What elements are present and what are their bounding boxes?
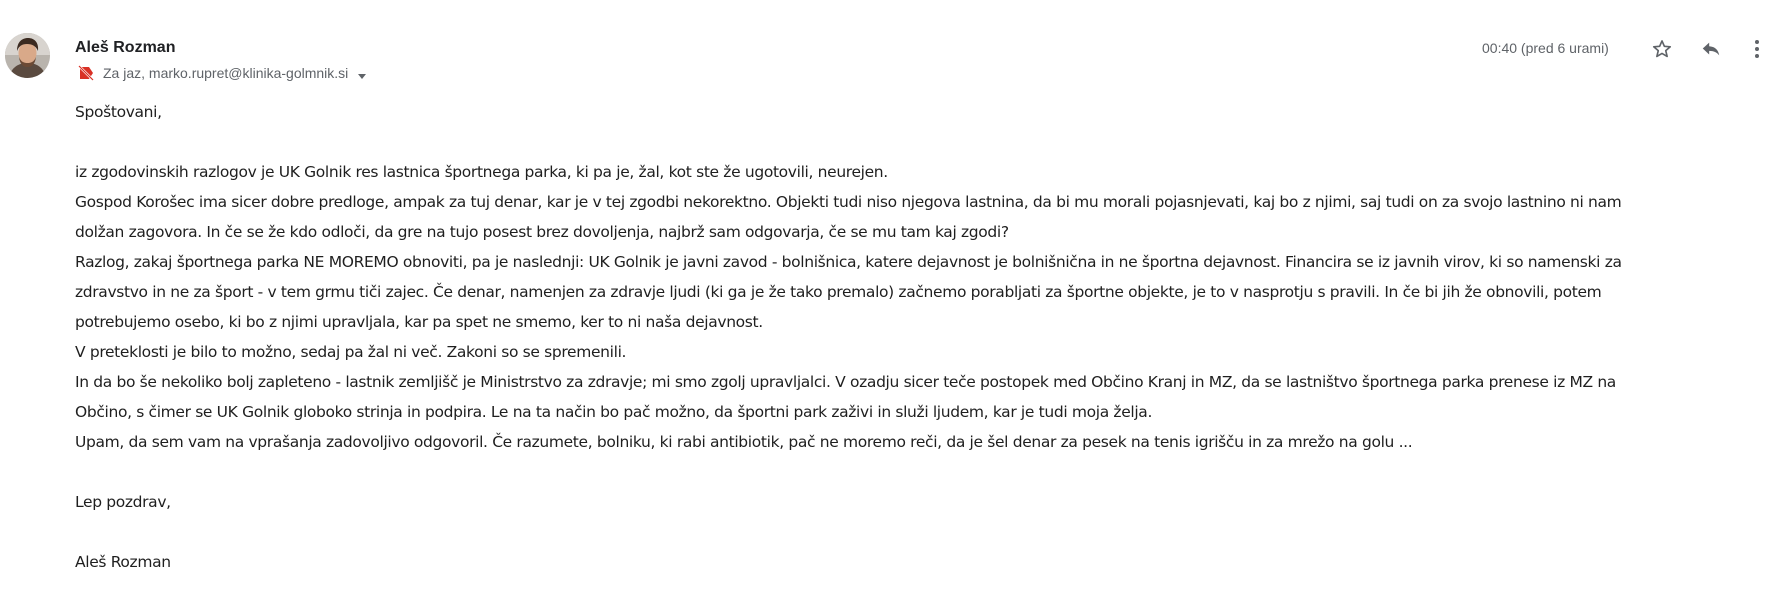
message-blank-line [75,127,1757,157]
message-timestamp: 00:40 (pred 6 urami) [1482,40,1609,56]
message-line: Aleš Rozman [75,553,171,571]
message-line: Občino, s čimer se UK Golnik globoko strinja in podpira. Le na ta način bo pač možno, da športni park zaživi in služi ljudem, kar je tudi moja želja. [75,403,1153,421]
star-button[interactable] [1648,35,1676,63]
sender-name[interactable]: Aleš Rozman [75,39,176,56]
message-line: Lep pozdrav, [75,493,171,511]
message-line: dolžan zagovora. In če se že kdo odloči, da gre na tujo posest brez dovoljenja, najbrž sam odgovarja, če se mu tam kaj zgodi? [75,223,1009,241]
reply-icon [1699,38,1723,60]
message-body [75,97,1757,577]
star-icon [1651,38,1673,60]
more-options-button[interactable] [1747,35,1766,63]
message-line: Razlog, zakaj športnega parka NE MOREMO obnoviti, pa je naslednji: UK Golnik je javni zavod - bolnišnica, katere dejavnost je bolnišnična in ne športna dejavnost. Financira se iz javnih virov, ki so namenski za [75,253,1622,271]
more-vert-icon [1754,38,1760,60]
message-line: Spoštovani, [75,103,162,121]
message-line: potrebujemo osebo, ki bo z njimi upravljala, kar pa spet ne smemo, ker to ni naša dejavnost. [75,313,763,331]
message-blank-line [75,457,1757,487]
caret-down-icon[interactable] [357,68,367,78]
message-blank-line [75,517,1757,547]
message-line: zdravstvo in ne za šport - v tem grmu tiči zajec. Če denar, namenjen za zdravje ljudi (ki ga je že tako premalo) začnemo porabljati za športne objekte, je to v nasprotju s pravili. In če bi jih že obnovili, potem [75,283,1602,301]
person-avatar-icon[interactable] [5,33,50,78]
message-line: Gospod Korošec ima sicer dobre predloge, ampak za tuj denar, kar je v tej zgodbi nekorektno. Objekti tudi niso njegova lastnina, da bi mu morali pojasnjevati, kaj bo z njimi, saj tudi on za svojo lastnino ni nam [75,193,1622,211]
importance-marker-icon[interactable] [77,65,95,81]
message-line: Upam, da sem vam na vprašanja zadovoljivo odgovoril. Če razumete, bolniku, ki rabi antibiotik, pač ne moremo reči, da je šel denar za pesek na tenis igrišču in za mrežo na golu ... [75,433,1413,451]
recipients-line [77,63,367,83]
message-line: iz zgodovinskih razlogov je UK Golnik res lastnica športnega parka, ki pa je, žal, kot ste že ugotovili, neurejen. [75,163,888,181]
message-line: V preteklosti je bilo to možno, sedaj pa žal ni več. Zakoni so se spremenili. [75,343,627,361]
message-line: In da bo še nekoliko bolj zapleteno - lastnik zemljišč je Ministrstvo za zdravje; mi smo zgolj upravljalci. V ozadju sicer teče postopek med Občino Kranj in MZ, da se lastništvo športnega parka prenese iz MZ na [75,373,1616,391]
recipients-text: Za jaz, marko.rupret@klinika-golmnik.si [103,65,349,81]
reply-button[interactable] [1697,35,1725,63]
